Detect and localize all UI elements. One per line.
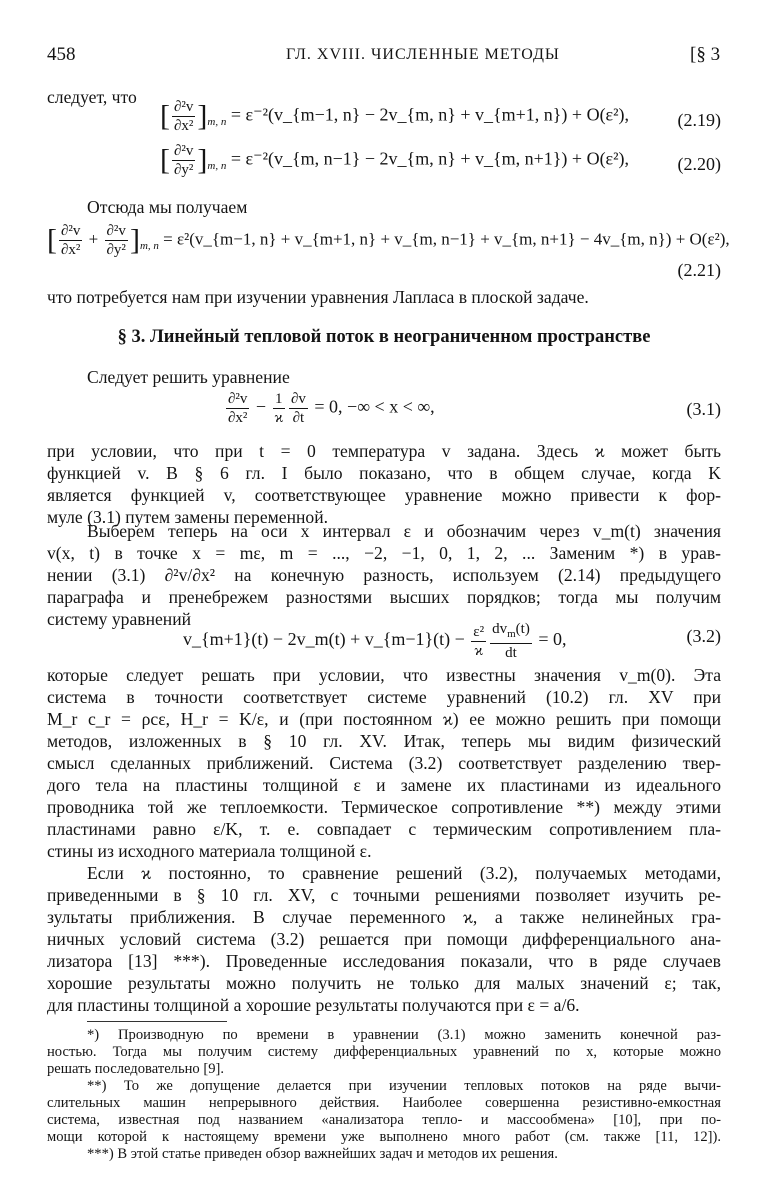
equation-2-21-label: (2.21) — [677, 260, 721, 280]
paragraph-3-line: система в точности соответствует системе уравнений (10.2) гл. XV при — [47, 687, 721, 707]
footnote-2-line: **) То же допущение делается при изучении тепловых потоков на ряде вычи- — [87, 1078, 721, 1094]
paragraph-1-line: является функцией v, соответствующее уравнение можно привести к фор- — [47, 485, 721, 505]
equation-2-19: [ $\frac{\text{∂²v}}{\text{∂x²}}$ ]$_{m, n}$ = ε⁻²(v_{m−1, n} − 2v_{m, n} + v_{m+1, n}) + O(ε²), — [160, 99, 630, 134]
paragraph-1-line: функцией v. В § 6 гл. I было показано, что в общем случае, когда K — [47, 463, 721, 483]
equation-2-19-rhs: = ε⁻²(v_{m−1, n} − 2v_{m, n} + v_{m+1, n}) + O(ε²), — [230, 104, 630, 125]
paragraph-3-line: пластинами равно ε/K, т. е. совпадает с термическим сопротивлением пла- — [47, 819, 721, 839]
paragraph-4-line: Если ϰ постоянно, то сравнение решений (3.2), получаемых методами, — [87, 863, 721, 883]
equation-3-1-label: (3.1) — [686, 399, 721, 419]
paragraph-3-line: методов, изложенных в § 10 гл. XV. Итак, теперь мы видим физический — [47, 731, 721, 751]
solve-text: Следует решить уравнение — [87, 367, 290, 387]
paragraph-4-line: хорошие результаты можно получить не только для малых значений ε; так, — [47, 973, 721, 993]
footnote-2-line: мощи которой к настоящему времени уже выполнено много работ (см. также [11, 12]). — [47, 1129, 721, 1145]
equation-2-20: [ $\frac{\text{∂²v}}{\text{∂y²}}$ ]$_{m, n}$ = ε⁻²(v_{m, n−1} − 2v_{m, n} + v_{m, n+1}) + O(ε²), — [160, 143, 630, 178]
equation-2-21: [ $\frac{\text{∂²v}}{\text{∂x²}}$ + $\frac{\text{∂²v}}{\text{∂y²}}$ ]$_{m, n}$ = ε²(v_{m−1, n} + v_{m+1, n} + v_{m, n−1} + v_{m, n+1} − 4v_{m, n}) + O(ε²), — [47, 223, 730, 258]
paragraph-2-line: v(x, t) в точке x = mε, m = ..., −2, −1, 0, 1, 2, ... Заменим *) в урав- — [47, 543, 721, 563]
paragraph-3-line: дого тела на пластины толщиной ε и замене их пластинами из идеального — [47, 775, 721, 795]
footnote-1-line: решать последовательно [9]. — [47, 1061, 225, 1077]
paragraph-3-line: стины из исходного материала толщиной ε. — [47, 841, 372, 861]
section-reference: [§ 3 — [690, 44, 721, 65]
footnote-3-line: ***) В этой статье приведен обзор важнейших задач и методов их решения. — [87, 1146, 558, 1162]
equation-3-1-rhs: = 0, −∞ < x < ∞, — [314, 396, 435, 417]
equation-2-21-rhs: = ε²(v_{m−1, n} + v_{m+1, n} + v_{m, n−1} + v_{m, n+1} − 4v_{m, n}) + O(ε²), — [163, 229, 730, 249]
paragraph-3-line: смысл сделанных приближений. Система (3.2) соответствует разделению твер- — [47, 753, 721, 773]
hence-text: Отсюда мы получаем — [87, 197, 248, 217]
page-number: 458 — [47, 44, 76, 65]
equation-2-20-label: (2.20) — [677, 154, 721, 174]
paragraph-3-line: которые следует решать при условии, что известны значения v_m(0). Эта — [47, 665, 721, 685]
paragraph-2-line: Выберем теперь на оси x интервал ε и обозначим через v_m(t) значения — [87, 521, 721, 541]
paragraph-1-line: при условии, что при t = 0 температура v задана. Здесь ϰ может быть — [47, 441, 721, 461]
section-title: § 3. Линейный тепловой поток в неограниченном пространстве — [117, 327, 651, 347]
equation-2-20-rhs: = ε⁻²(v_{m, n−1} − 2v_{m, n} + v_{m, n+1}) + O(ε²), — [230, 148, 630, 169]
paragraph-2-line: нении (3.1) ∂²v/∂x² на конечную разность, используем (2.14) предыдущего — [47, 565, 721, 585]
paragraph-4-line: лизатора [13] ***). Проведенные исследования показали, что в ряде случаев — [47, 951, 721, 971]
paragraph-4-line: зультаты приближения. В случае переменного ϰ, а также нелинейных гра- — [47, 907, 721, 927]
footnote-1-line: ностью. Тогда мы получим систему дифференциальных уравнений по x, которые можно — [47, 1044, 721, 1060]
paragraph-4-line: ничных условий система (3.2) решается при помощи дифференциального ана- — [47, 929, 721, 949]
paragraph-4-line: приведенными в § 10 гл. XV, с точными решениями позволяет изучить ре- — [47, 885, 721, 905]
paragraph-1-line: муле (3.1) путем замены переменной. — [47, 507, 329, 527]
equation-3-2-label: (3.2) — [686, 626, 721, 646]
equation-2-19-label: (2.19) — [677, 110, 721, 130]
paragraph-2-line: параграфа и пренебрежем разностями высших порядков; тогда мы получим — [47, 587, 721, 607]
footnote-rule — [87, 1021, 227, 1022]
intro-text: следует, что — [47, 87, 137, 107]
equation-3-2: v_{m+1}(t) − 2v_m(t) + v_{m−1}(t) − $\frac{\text{ε²}}{ϰ}$ $\frac{dv_m(t)}{dt}$ = 0, — [183, 621, 567, 661]
equation-3-2-lhs: v_{m+1}(t) − 2v_m(t) + v_{m−1}(t) − — [183, 629, 465, 650]
footnote-2-line: система, известная под названием «анализатора тепло- и массообмена» [10], при по- — [47, 1112, 721, 1128]
paragraph-3-line: проводника той же теплоемкости. Термическое сопротивление **) между этими — [47, 797, 721, 817]
paragraph-2-line: систему уравнений — [47, 609, 192, 629]
paragraph-3-line: M_r c_r = ρcε, H_r = K/ε, и (при постоянном ϰ) ее можно решить при помощи — [47, 709, 721, 729]
laplace-remark: что потребуется нам при изучении уравнения Лапласа в плоской задаче. — [47, 287, 589, 307]
equation-3-2-rhs: = 0, — [538, 629, 567, 650]
paragraph-4-line: для пластины толщиной a хорошие результаты получаются при ε = a/6. — [47, 995, 580, 1015]
footnote-1-line: *) Производную по времени в уравнении (3.1) можно заменить конечной раз- — [87, 1027, 721, 1043]
footnote-2-line: слительных машин непрерывного действия. Наиболее совершенна резистивно-емкостная — [47, 1095, 721, 1111]
running-title: ГЛ. XVIII. ЧИСЛЕННЫЕ МЕТОДЫ — [286, 46, 560, 63]
equation-3-1: $\frac{\text{∂²v}}{\text{∂x²}}$ − $\frac{1}{ϰ}$ $\frac{\partial v}{\partial t}$ = 0, −∞ < x < ∞, — [228, 391, 435, 426]
